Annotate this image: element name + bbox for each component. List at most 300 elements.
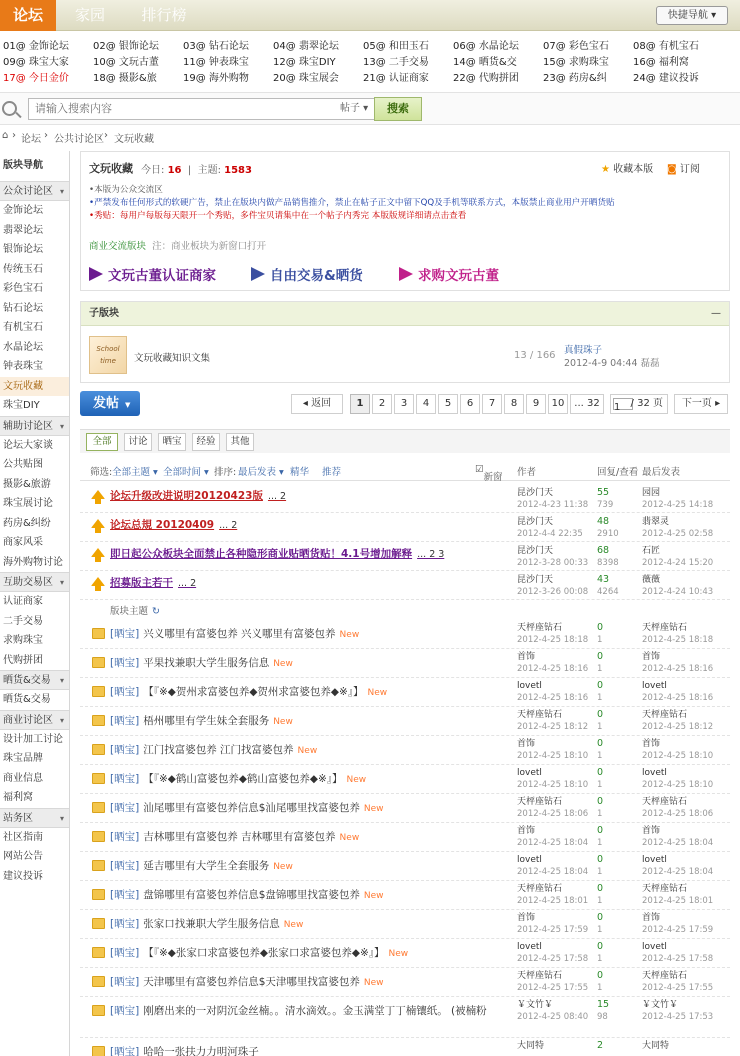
forum-rule[interactable]: •秀贴：每用户每版每天限开一个秀贴，多件宝贝请集中在一个帖子内秀完 本版版规详细请点击查看 xyxy=(89,211,467,221)
search-input[interactable] xyxy=(28,98,338,120)
thread-row[interactable] xyxy=(80,572,730,600)
breadcrumb-item[interactable]: 公共讨论区 xyxy=(54,134,104,145)
thread-author[interactable] xyxy=(517,796,588,820)
collapse-icon[interactable]: — xyxy=(711,308,721,319)
thread-category[interactable]: [晒宝] xyxy=(110,831,140,843)
thread-pages[interactable]: ... 2 xyxy=(178,578,197,589)
pager-page-2[interactable]: 2 xyxy=(372,394,392,414)
author-name: 首饰 xyxy=(517,739,536,749)
tab-ranking[interactable]: 排行榜 xyxy=(141,6,187,24)
thread-counts xyxy=(597,574,619,598)
author-date: 2012-4-25 18:06 xyxy=(517,809,589,819)
thread-last-post[interactable] xyxy=(642,622,713,646)
new-badge: New xyxy=(346,775,367,785)
pager-page-8[interactable]: 8 xyxy=(504,394,524,414)
pin-up-icon xyxy=(91,548,105,557)
sidebar-item[interactable]: 文玩收藏 xyxy=(0,377,69,397)
sidebar-item[interactable]: 商业信息 xyxy=(3,772,43,784)
thread-title[interactable] xyxy=(110,1044,259,1056)
forum-link[interactable]: 13@ 二手交易 xyxy=(363,57,429,68)
free-trade-link[interactable]: 自由交易&晒货 xyxy=(251,264,363,284)
search-button[interactable]: 搜索 xyxy=(374,97,422,121)
breadcrumb-item[interactable]: 论坛 xyxy=(21,134,41,145)
author-name: 首饰 xyxy=(517,826,536,836)
thread-title[interactable] xyxy=(110,575,196,590)
breadcrumb: ⌂ › 论坛 › 公共讨论区 › 文玩收藏 xyxy=(2,130,154,145)
thread-last-post[interactable] xyxy=(642,680,713,704)
folder-icon xyxy=(92,860,105,871)
today-count: 16 xyxy=(167,165,182,176)
rss-button[interactable]: ◙ 订阅 xyxy=(667,164,700,175)
thread-author[interactable] xyxy=(517,545,588,569)
certified-merchants-link[interactable]: 文玩古董认证商家 xyxy=(89,264,216,284)
last-time: 2012-4-25 17:53 xyxy=(642,1012,714,1022)
view-count: 1 xyxy=(597,780,603,790)
author-date: 2012-4-23 11:38 xyxy=(517,500,589,510)
thread-row[interactable] xyxy=(80,649,730,678)
last-time: 2012-4-25 18:18 xyxy=(642,635,714,645)
pager-page-6[interactable]: 6 xyxy=(460,394,480,414)
thread-row[interactable] xyxy=(80,881,730,910)
thread-title-text: 招募版主若干 xyxy=(110,577,173,589)
thread-title[interactable] xyxy=(110,655,293,670)
pager-back-button[interactable]: ◂ 返回 xyxy=(291,394,343,414)
forum-link[interactable]: 12@ 珠宝DIY xyxy=(273,57,336,68)
home-icon[interactable]: ⌂ xyxy=(2,130,9,141)
thread-title[interactable] xyxy=(110,742,317,757)
new-badge: New xyxy=(297,746,318,756)
subforum-name[interactable]: 文玩收藏知识文集 xyxy=(134,353,211,364)
forum-link[interactable]: 19@ 海外购物 xyxy=(183,73,249,84)
sidebar-item[interactable]: 网站公告 xyxy=(3,851,43,862)
sidebar-group-label: 辅助讨论区 xyxy=(3,420,53,432)
thread-title-text: 吉林哪里有富婆包养 吉林哪里有富婆包养 xyxy=(143,831,336,843)
thread-title[interactable] xyxy=(110,974,384,989)
thread-last-post[interactable] xyxy=(642,854,713,878)
sidebar-item[interactable]: 二手交易 xyxy=(3,615,43,627)
thread-row[interactable] xyxy=(80,823,730,852)
thread-title[interactable] xyxy=(110,829,359,844)
thread-last-post[interactable] xyxy=(642,767,713,791)
view-count: 1 xyxy=(597,635,603,645)
thread-last-post[interactable] xyxy=(642,912,713,936)
filter-tab[interactable]: 讨论 xyxy=(124,433,152,451)
star-icon: ★ xyxy=(601,164,610,175)
thread-row[interactable] xyxy=(80,707,730,736)
thread-counts xyxy=(597,854,603,878)
thread-category[interactable]: [晒宝] xyxy=(110,657,140,669)
thread-category[interactable]: [晒宝] xyxy=(110,715,140,727)
thread-title-text: 论坛总規 20120409 xyxy=(110,519,215,531)
folder-icon xyxy=(92,976,105,987)
thread-author[interactable] xyxy=(517,825,588,849)
new-badge: New xyxy=(363,891,384,901)
thread-counts xyxy=(597,970,603,994)
thread-category[interactable]: [晒宝] xyxy=(110,976,140,988)
pager-page-4[interactable]: 4 xyxy=(416,394,436,414)
sidebar-item[interactable]: 水晶论坛 xyxy=(3,341,43,353)
thread-title[interactable] xyxy=(110,858,293,873)
thread-title[interactable] xyxy=(110,800,384,815)
thread-counts xyxy=(597,767,603,791)
author-name: 首饰 xyxy=(517,913,536,923)
sidebar-item[interactable]: 晒货&交易 xyxy=(3,694,51,705)
arrow-icon xyxy=(399,267,413,281)
buy-request-link[interactable]: 求购文玩古董 xyxy=(399,264,499,284)
thread-author[interactable] xyxy=(517,999,588,1023)
pager-total: / 32 页 xyxy=(630,398,663,409)
thread-row[interactable] xyxy=(80,765,730,794)
tab-forum[interactable]: 论坛 xyxy=(0,0,56,31)
forum-link[interactable]: 10@ 文玩古董 xyxy=(93,57,159,68)
thread-author[interactable] xyxy=(517,854,588,878)
thread-title[interactable] xyxy=(110,488,286,503)
thread-last-post[interactable] xyxy=(642,545,713,569)
thread-author[interactable] xyxy=(517,709,588,733)
thread-last-post[interactable] xyxy=(642,825,713,849)
thread-category[interactable]: [晒宝] xyxy=(110,860,140,872)
thread-title-text: 盘锦哪里有富婆包养信息$盘锦哪里找富婆包养 xyxy=(143,889,360,901)
sidebar-group-header[interactable] xyxy=(0,572,69,592)
forum-link[interactable]: 02@ 银饰论坛 xyxy=(93,41,159,52)
sidebar-item[interactable]: 翡翠论坛 xyxy=(3,224,43,236)
sidebar-group-header[interactable] xyxy=(0,181,69,201)
thread-title[interactable] xyxy=(110,713,293,728)
thread-row[interactable] xyxy=(80,939,730,968)
pager-page-7[interactable]: 7 xyxy=(482,394,502,414)
author-name: 昆沙门天 xyxy=(517,488,554,498)
filter-tab[interactable]: 全部 xyxy=(86,433,118,451)
thread-author[interactable] xyxy=(517,912,588,936)
thread-author[interactable] xyxy=(517,622,588,646)
author-name: 昆沙门天 xyxy=(517,546,554,556)
pager-page-9[interactable]: 9 xyxy=(526,394,546,414)
sidebar-item[interactable]: 银饰论坛 xyxy=(3,244,43,255)
filter-tab[interactable]: 经验 xyxy=(192,433,220,451)
forum-link[interactable]: 20@ 珠宝展会 xyxy=(273,73,339,84)
thread-row[interactable] xyxy=(80,852,730,881)
thread-author[interactable] xyxy=(517,487,588,511)
view-count: 1 xyxy=(597,983,603,993)
forum-link[interactable]: 09@ 珠宝大家 xyxy=(3,57,69,68)
business-section-link[interactable]: 商业交流版块 注：商业板块为新窗口打开 xyxy=(89,241,267,252)
view-count: 1 xyxy=(597,896,603,906)
forum-link[interactable]: 23@ 药房&纠 xyxy=(543,73,607,84)
view-count: 1 xyxy=(597,838,603,848)
thread-last-post[interactable] xyxy=(642,651,713,675)
pager-page-5[interactable]: 5 xyxy=(438,394,458,414)
thread-title-text: 汕尾哪里有富婆包养信息$汕尾哪里找富婆包养 xyxy=(143,802,360,814)
sidebar-item[interactable]: 海外购物讨论 xyxy=(3,556,63,568)
author-name: 首饰 xyxy=(517,652,536,662)
thread-last-post[interactable] xyxy=(642,970,713,994)
last-poster: 园园 xyxy=(642,488,661,498)
forum-link[interactable]: 04@ 翡翠论坛 xyxy=(273,41,339,52)
folder-icon xyxy=(92,773,105,784)
thread-last-post[interactable] xyxy=(642,516,713,540)
thread-author[interactable] xyxy=(517,680,588,704)
last-time: 2012-4-25 14:18 xyxy=(642,500,714,510)
pager-page-11[interactable]: ... 32 xyxy=(570,394,604,414)
forum-link[interactable]: 16@ 福利窝 xyxy=(633,57,689,68)
filter-all-time[interactable]: 全部时间 ▾ xyxy=(163,467,209,478)
sidebar-item[interactable]: 求购珠宝 xyxy=(3,635,43,646)
author-date: 2012-4-25 17:59 xyxy=(517,925,589,935)
last-time: 2012-4-24 10:43 xyxy=(642,587,714,597)
sidebar-item[interactable]: 建议投诉 xyxy=(3,870,43,882)
thread-count: 1583 xyxy=(224,165,252,176)
thread-pages[interactable]: ... 2 xyxy=(267,491,287,502)
author-name: 天枰座钻石 xyxy=(517,971,563,981)
sidebar-item[interactable]: 药房&纠纷 xyxy=(3,517,51,529)
filter-digest[interactable]: 精华 xyxy=(290,467,310,478)
pager-page-1[interactable]: 1 xyxy=(350,394,370,414)
thread-row[interactable] xyxy=(80,997,730,1038)
sidebar-item[interactable]: 有机宝石 xyxy=(3,322,43,333)
sidebar-group-header[interactable] xyxy=(0,416,69,436)
author-date: 2012-4-25 18:10 xyxy=(517,751,589,761)
new-post-button[interactable]: 发帖 ▼ xyxy=(80,391,140,416)
forum-link[interactable]: 24@ 建议投诉 xyxy=(633,73,699,84)
sidebar-item[interactable]: 珠宝品牌 xyxy=(3,753,43,764)
sidebar-item[interactable]: 摄影&旅游 xyxy=(3,478,51,490)
forum-link[interactable]: 08@ 有机宝石 xyxy=(633,41,699,52)
sidebar-item[interactable]: 商家风采 xyxy=(3,537,43,548)
filter-all-threads[interactable]: 全部主题 ▾ xyxy=(112,467,158,478)
subforum-last-post xyxy=(564,344,660,370)
sidebar-item[interactable]: 认证商家 xyxy=(3,596,43,607)
thread-counts xyxy=(597,941,603,965)
thread-author[interactable] xyxy=(517,738,588,762)
filter-tab[interactable]: 其他 xyxy=(226,433,254,451)
favorite-button[interactable]: ★ 收藏本版 xyxy=(601,164,654,175)
thread-author[interactable] xyxy=(517,1040,544,1052)
last-poster: 薇薇 xyxy=(642,575,661,585)
thread-row[interactable] xyxy=(80,620,730,649)
pin-up-icon xyxy=(91,519,105,528)
thread-pages[interactable]: ... 2 xyxy=(219,520,238,531)
thread-author[interactable] xyxy=(517,970,588,994)
thread-last-post[interactable] xyxy=(642,999,713,1023)
pager-page-input[interactable] xyxy=(610,394,668,414)
forum-link-grid xyxy=(0,33,740,85)
chevron-down-icon: ▾ xyxy=(59,421,64,431)
sidebar-item[interactable]: 社区指南 xyxy=(3,831,43,843)
quick-nav-label: 快捷导航 xyxy=(667,10,708,21)
thread-row[interactable] xyxy=(80,794,730,823)
thread-author[interactable] xyxy=(517,651,588,675)
sidebar-item[interactable]: 公共贴图 xyxy=(3,459,43,470)
thread-category[interactable]: [晒宝] xyxy=(110,744,140,756)
sidebar-group-header[interactable] xyxy=(0,710,69,730)
thread-category[interactable]: [晒宝] xyxy=(110,947,140,959)
thread-category[interactable]: [晒宝] xyxy=(110,773,140,785)
pager-page-3[interactable]: 3 xyxy=(394,394,414,414)
author-date: 2012-4-25 18:04 xyxy=(517,867,589,877)
thread-author[interactable] xyxy=(517,516,583,540)
thread-category[interactable]: [晒宝] xyxy=(110,1046,140,1056)
thread-title[interactable] xyxy=(110,517,237,532)
thread-counts xyxy=(597,680,603,704)
view-count: 1 xyxy=(597,722,603,732)
sidebar-group-header[interactable] xyxy=(0,670,69,690)
new-badge: New xyxy=(363,978,384,988)
thread-title-text: 哈哈一张扶力力明河珠子 xyxy=(143,1046,259,1056)
thread-title[interactable] xyxy=(110,771,366,786)
subforum-last-title[interactable]: 真假珠子 xyxy=(564,345,603,356)
last-time: 2012-4-25 18:12 xyxy=(642,722,714,732)
new-badge: New xyxy=(273,862,293,872)
thread-last-post[interactable] xyxy=(642,941,713,965)
thread-title[interactable] xyxy=(110,945,408,960)
reply-count: 0 xyxy=(597,883,604,894)
page-number-box[interactable]: 1 xyxy=(613,398,633,410)
forum-link[interactable]: 01@ 金饰论坛 xyxy=(3,41,69,52)
thread-category[interactable]: [晒宝] xyxy=(110,889,140,901)
author-name: lovetl xyxy=(517,855,542,865)
thread-last-post[interactable] xyxy=(642,709,713,733)
forum-link[interactable]: 22@ 代购拼团 xyxy=(453,73,519,84)
search-icon xyxy=(2,101,17,116)
last-poster: 天枰座钻石 xyxy=(642,884,688,894)
thread-category[interactable]: [晒宝] xyxy=(110,628,140,640)
sidebar-item[interactable]: 设计加工讨论 xyxy=(3,733,63,745)
thread-last-post[interactable] xyxy=(642,1040,669,1052)
sidebar-item[interactable]: 钻石论坛 xyxy=(3,302,43,314)
sort-last-post[interactable]: 最后发表 ▾ xyxy=(238,467,284,478)
sidebar-item[interactable]: 钟表珠宝 xyxy=(3,361,43,372)
thread-category[interactable]: [晒宝] xyxy=(110,802,140,814)
search-type-select[interactable]: 帖子 ▾ xyxy=(337,98,375,120)
author-date: 2012-3-28 00:33 xyxy=(517,558,589,568)
sidebar-item[interactable]: 传统玉石 xyxy=(3,263,43,275)
author-name: 昆沙门天 xyxy=(517,575,554,585)
thread-title-text: 江门找富婆包养 江门找富婆包养 xyxy=(143,744,294,756)
view-count: 1 xyxy=(597,693,603,703)
tab-home[interactable]: 家园 xyxy=(74,6,105,24)
forum-link[interactable]: 11@ 钟表珠宝 xyxy=(183,57,249,68)
thread-pages[interactable]: ... 2 3 xyxy=(417,549,445,560)
thread-row[interactable] xyxy=(80,485,730,513)
thread-row[interactable] xyxy=(80,910,730,939)
forum-link[interactable]: 21@ 认证商家 xyxy=(363,73,429,84)
reply-count: 15 xyxy=(597,999,610,1010)
thread-author[interactable] xyxy=(517,941,588,965)
filter-tab[interactable]: 晒宝 xyxy=(158,433,186,451)
author-date: 2012-4-25 17:55 xyxy=(517,983,589,993)
forum-link[interactable]: 05@ 和田玉石 xyxy=(363,41,429,52)
refresh-icon[interactable]: ↻ xyxy=(152,606,160,617)
thread-row[interactable] xyxy=(80,514,730,542)
thread-last-post[interactable] xyxy=(642,883,713,907)
sidebar-title: 版块导航 xyxy=(3,160,43,171)
thread-row[interactable] xyxy=(80,1038,730,1056)
thread-last-post[interactable] xyxy=(642,738,713,762)
search-bar xyxy=(0,92,740,125)
sidebar-item[interactable]: 珠宝展讨论 xyxy=(3,498,53,509)
author-date: 2012-4-25 18:18 xyxy=(517,635,589,645)
forum-link[interactable]: 18@ 摄影&旅 xyxy=(93,73,157,84)
thread-row[interactable] xyxy=(80,543,730,571)
thread-counts xyxy=(597,651,603,675)
thread-title[interactable] xyxy=(110,916,303,931)
forum-link[interactable]: 06@ 水晶论坛 xyxy=(453,41,519,52)
new-badge: New xyxy=(367,688,388,698)
thread-row[interactable] xyxy=(80,678,730,707)
thread-row[interactable] xyxy=(80,736,730,765)
thread-author[interactable] xyxy=(517,767,588,791)
sidebar-item[interactable]: 彩色宝石 xyxy=(3,283,43,294)
new-window-checkbox[interactable]: ☑ 新窗 xyxy=(475,464,503,483)
thread-title[interactable] xyxy=(110,684,387,699)
forum-link[interactable]: 14@ 晒货&交 xyxy=(453,57,517,68)
reply-count: 0 xyxy=(597,680,604,691)
thread-title[interactable] xyxy=(110,1003,487,1018)
pager-next-button[interactable]: 下一页 ▸ xyxy=(674,394,728,414)
filter-tabs xyxy=(80,429,730,453)
view-count: 1 xyxy=(597,867,603,877)
filter-recommend[interactable]: 推荐 xyxy=(322,467,342,478)
section-title xyxy=(110,603,160,617)
thread-author[interactable] xyxy=(517,574,588,598)
sidebar-item[interactable]: 福利窝 xyxy=(3,792,33,803)
author-name: lovetl xyxy=(517,768,542,778)
new-badge: New xyxy=(363,804,384,814)
author-name: 昆沙门天 xyxy=(517,517,554,527)
thread-counts xyxy=(597,796,603,820)
folder-icon xyxy=(92,802,105,813)
forum-link[interactable]: 17@ 今日金价 xyxy=(3,73,69,84)
thread-title[interactable] xyxy=(110,546,444,561)
sidebar-item[interactable]: 金饰论坛 xyxy=(3,205,43,216)
sidebar-item[interactable]: 论坛大家谈 xyxy=(3,439,53,451)
thread-category[interactable]: [晒宝] xyxy=(110,686,140,698)
forum-link[interactable]: 03@ 钻石论坛 xyxy=(183,41,249,52)
sidebar-group-label: 商业讨论区 xyxy=(3,714,53,726)
thread-last-post[interactable] xyxy=(642,796,713,820)
breadcrumb-item[interactable]: 文玩收藏 xyxy=(114,134,154,145)
quick-nav-button[interactable]: 快捷导航 ▾ xyxy=(656,6,728,25)
subforum-thumbnail[interactable]: School time xyxy=(89,336,127,374)
thread-counts xyxy=(597,738,603,762)
thread-row[interactable] xyxy=(80,968,730,997)
thread-author[interactable] xyxy=(517,883,588,907)
pager-page-10[interactable]: 10 xyxy=(548,394,568,414)
thread-title[interactable] xyxy=(110,887,384,902)
thread-category[interactable]: [晒宝] xyxy=(110,1005,140,1017)
last-poster: lovetl xyxy=(642,681,667,691)
author-date: 2012-3-26 00:08 xyxy=(517,587,589,597)
sidebar-item[interactable]: 代购拼团 xyxy=(3,654,43,666)
author-name: 天枰座钻石 xyxy=(517,623,563,633)
view-count: 1 xyxy=(597,751,603,761)
sidebar-group-header[interactable] xyxy=(0,808,69,828)
thread-last-post[interactable] xyxy=(642,574,713,598)
reply-count: 0 xyxy=(597,854,604,865)
author-name: ￥文竹￥ xyxy=(517,1000,554,1010)
thread-category[interactable]: [晒宝] xyxy=(110,918,140,930)
thread-title[interactable] xyxy=(110,626,359,641)
forum-link[interactable]: 07@ 彩色宝石 xyxy=(543,41,609,52)
last-time: 2012-4-25 18:04 xyxy=(642,838,714,848)
view-count: 739 xyxy=(597,500,614,510)
forum-link[interactable]: 15@ 求购珠宝 xyxy=(543,57,609,68)
new-badge: New xyxy=(273,717,293,727)
thread-last-post[interactable] xyxy=(642,487,713,511)
sidebar-item[interactable]: 珠宝DIY xyxy=(3,400,40,411)
folder-icon xyxy=(92,628,105,639)
reply-count: 0 xyxy=(597,622,604,633)
